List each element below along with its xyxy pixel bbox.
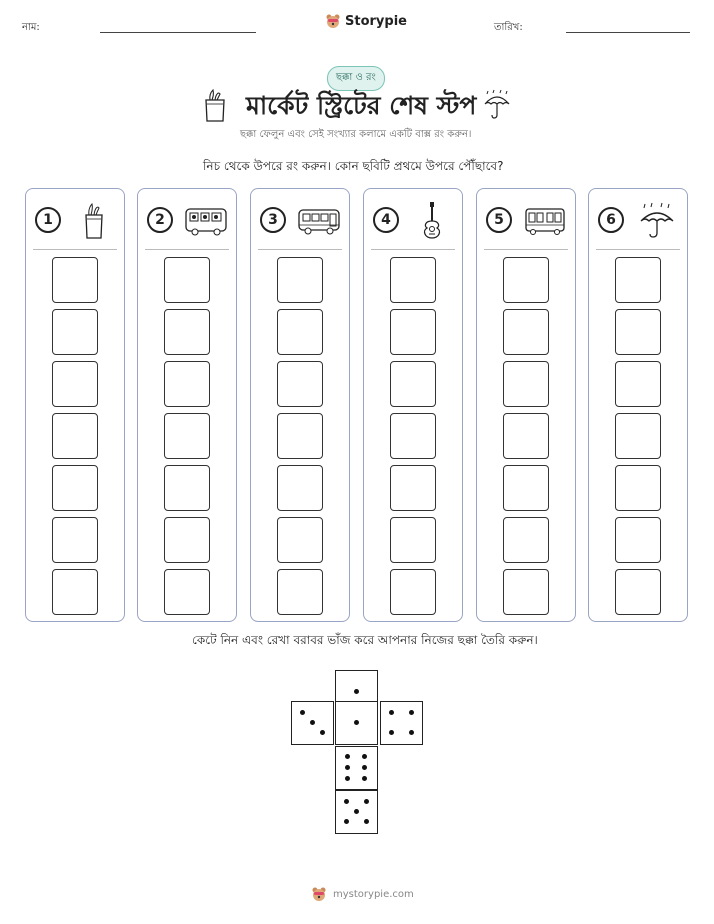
color-box[interactable] (52, 517, 98, 563)
bear-mascot-icon (325, 13, 341, 29)
die-pip (364, 819, 369, 824)
color-box[interactable] (164, 465, 210, 511)
column-number: 4 (373, 207, 399, 233)
color-box[interactable] (52, 361, 98, 407)
column-number: 1 (35, 207, 61, 233)
color-box[interactable] (503, 465, 549, 511)
die-pip (354, 720, 359, 725)
column-divider (371, 249, 455, 250)
grocery-bag-icon (72, 201, 116, 239)
color-box[interactable] (390, 465, 436, 511)
die-face-4 (380, 701, 423, 745)
color-box[interactable] (390, 569, 436, 615)
die-pip (362, 776, 367, 781)
die-pip (345, 754, 350, 759)
color-box[interactable] (52, 257, 98, 303)
die-pip (409, 710, 414, 715)
die-pip (300, 710, 305, 715)
guitar-icon (410, 201, 454, 239)
die-pip (364, 799, 369, 804)
column-divider (145, 249, 229, 250)
die-pip (362, 754, 367, 759)
name-field[interactable] (100, 32, 256, 33)
color-box[interactable] (52, 465, 98, 511)
column-number: 3 (260, 207, 286, 233)
color-box[interactable] (277, 465, 323, 511)
race-column-2 (137, 188, 237, 622)
column-divider (258, 249, 342, 250)
die-face-3 (291, 701, 334, 745)
page-title: মার্কেট স্ট্রিটের শেষ স্টপ (246, 91, 477, 120)
die-pip (344, 799, 349, 804)
color-box[interactable] (615, 465, 661, 511)
color-box[interactable] (390, 257, 436, 303)
color-box[interactable] (164, 257, 210, 303)
color-box[interactable] (277, 257, 323, 303)
color-box[interactable] (277, 413, 323, 459)
race-column-6 (588, 188, 688, 622)
die-pip (310, 720, 315, 725)
column-number: 6 (598, 207, 624, 233)
race-column-5 (476, 188, 576, 622)
umbrella-icon (635, 201, 679, 239)
color-box[interactable] (615, 517, 661, 563)
activity-badge: ছক্কা ও রং (327, 66, 385, 91)
color-box[interactable] (52, 309, 98, 355)
date-label: তারিখ: (494, 22, 523, 33)
die-pip (345, 776, 350, 781)
color-box[interactable] (277, 517, 323, 563)
die-pip (344, 819, 349, 824)
color-box[interactable] (164, 413, 210, 459)
color-box[interactable] (390, 517, 436, 563)
color-box[interactable] (52, 413, 98, 459)
color-box[interactable] (615, 309, 661, 355)
brand-name: Storypie (345, 13, 407, 29)
color-box[interactable] (615, 361, 661, 407)
bus-icon (297, 201, 341, 239)
color-box[interactable] (52, 569, 98, 615)
color-box[interactable] (615, 569, 661, 615)
die-face-1 (335, 701, 378, 745)
column-divider (596, 249, 680, 250)
die-pip (320, 730, 325, 735)
color-box[interactable] (164, 361, 210, 407)
color-box[interactable] (277, 569, 323, 615)
color-box[interactable] (503, 257, 549, 303)
color-box[interactable] (503, 413, 549, 459)
color-instruction: নিচ থেকে উপরে রং করুন। কোন ছবিটি প্রথমে উপরে পৌঁছাবে? (203, 159, 504, 173)
bear-mascot-icon (311, 886, 327, 902)
die-pip (389, 730, 394, 735)
die-pip (362, 765, 367, 770)
color-box[interactable] (503, 517, 549, 563)
bus-with-passengers-icon (184, 201, 228, 239)
race-column-3 (250, 188, 350, 622)
race-column-4 (363, 188, 463, 622)
column-divider (484, 249, 568, 250)
footer-url[interactable]: mystorypie.com (333, 888, 414, 900)
name-label: নাম: (22, 22, 40, 33)
die-face-5 (335, 790, 378, 834)
color-box[interactable] (164, 569, 210, 615)
cut-instruction: কেটে নিন এবং রেখা বরাবর ভাঁজ করে আপনার নিজের ছক্কা তৈরি করুন। (192, 633, 538, 647)
color-box[interactable] (164, 517, 210, 563)
color-box[interactable] (390, 413, 436, 459)
page-subtitle: ছক্কা ফেলুন এবং সেই সংখ্যার কলামে একটি বাক্স রং করুন। (240, 129, 472, 140)
date-field[interactable] (566, 32, 690, 33)
column-divider (33, 249, 117, 250)
brand-logo (325, 13, 407, 29)
tram-icon (523, 201, 567, 239)
color-box[interactable] (277, 309, 323, 355)
color-box[interactable] (615, 413, 661, 459)
footer (311, 886, 414, 902)
die-pip (354, 809, 359, 814)
color-box[interactable] (164, 309, 210, 355)
race-column-1 (25, 188, 125, 622)
color-box[interactable] (503, 569, 549, 615)
column-number: 2 (147, 207, 173, 233)
color-box[interactable] (615, 257, 661, 303)
die-face-6 (335, 746, 378, 790)
color-box[interactable] (390, 361, 436, 407)
color-box[interactable] (277, 361, 323, 407)
color-box[interactable] (390, 309, 436, 355)
die-pip (354, 689, 359, 694)
grocery-bag-icon (203, 88, 227, 122)
die-pip (389, 710, 394, 715)
umbrella-icon (482, 88, 512, 120)
die-pip (409, 730, 414, 735)
die-pip (345, 765, 350, 770)
column-number: 5 (486, 207, 512, 233)
color-box[interactable] (503, 309, 549, 355)
color-box[interactable] (503, 361, 549, 407)
